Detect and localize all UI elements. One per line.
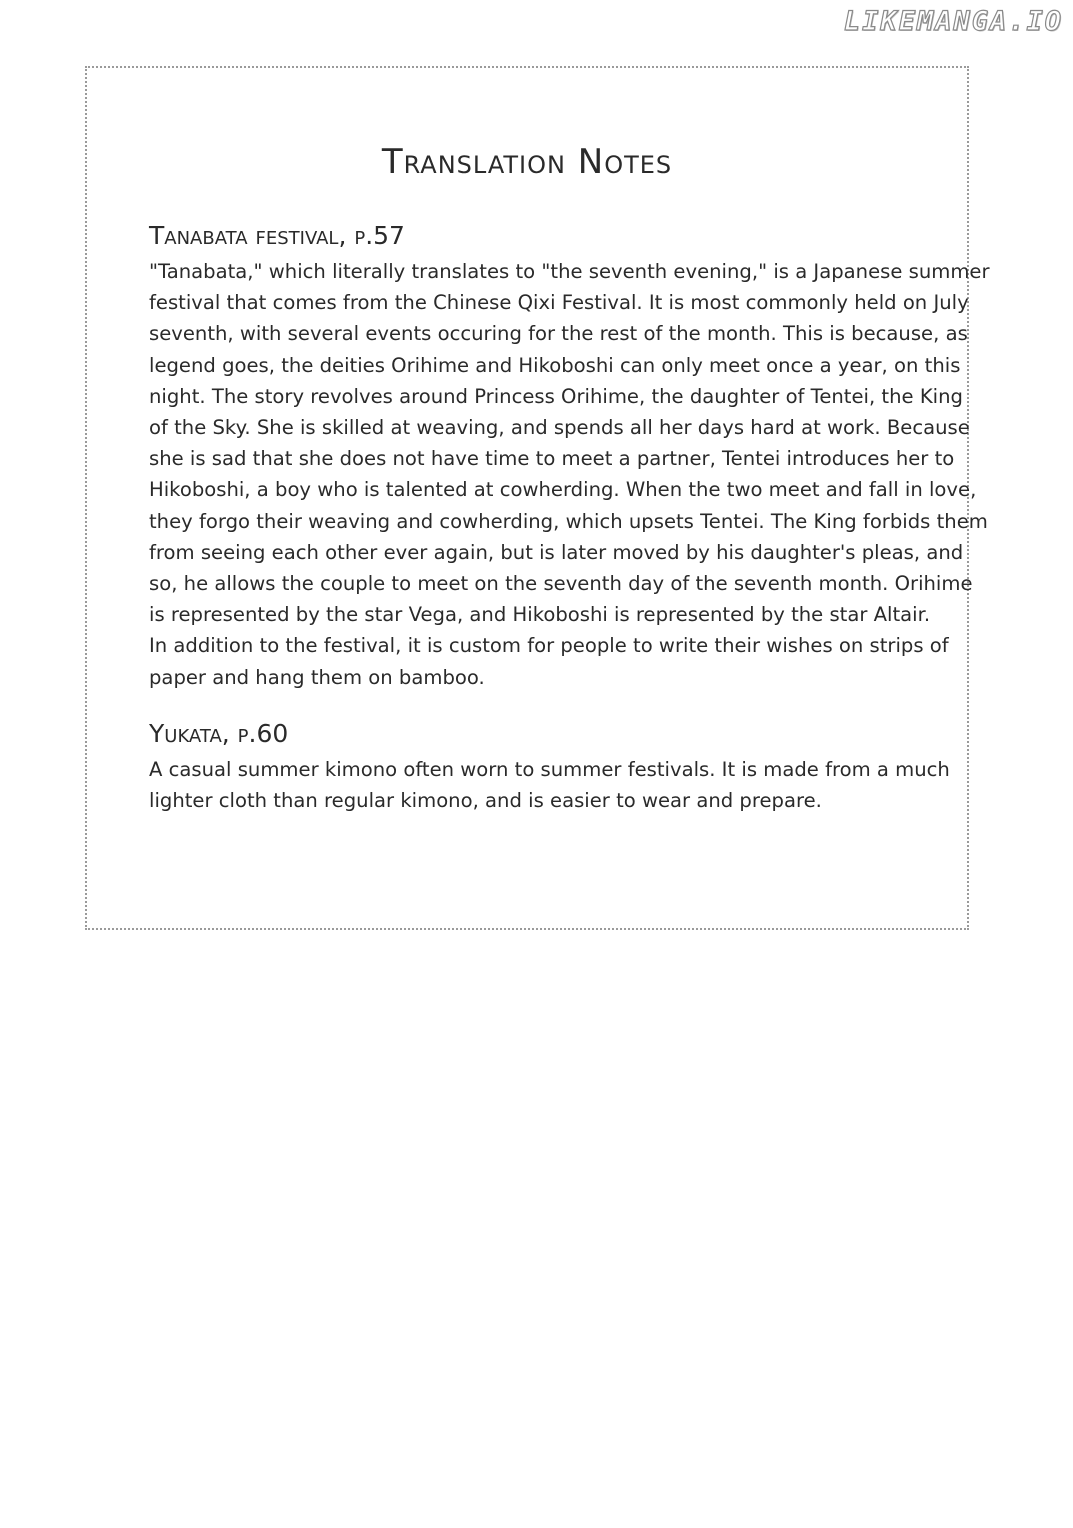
note-line: they forgo their weaving and cowherding, which upsets Tentei. The King forbids them xyxy=(149,509,988,533)
note-line: from seeing each other ever again, but is later moved by his daughter's pleas, and xyxy=(149,540,964,564)
note-line: is represented by the star Vega, and Hikoboshi is represented by the star Altair. xyxy=(149,603,931,627)
note-line: "Tanabata," which literally translates to "the seventh evening," is a Japanese summer xyxy=(149,260,990,283)
note-line: Hikoboshi, a boy who is talented at cowherding. When the two meet and fall in love, xyxy=(149,478,977,502)
page-title: Translation Notes xyxy=(381,142,673,182)
note-line: she is sad that she does not have time to meet a partner, Tentei introduces her to xyxy=(149,447,955,471)
note-tanabata xyxy=(149,220,990,693)
note-line: paper and hang them on bamboo. xyxy=(149,665,485,689)
site-watermark: LIKEMANGA.IO xyxy=(843,6,1063,37)
note-line: festival that comes from the Chinese Qixi Festival. It is most commonly held on July xyxy=(149,291,969,315)
note-line: of the Sky. She is skilled at weaving, and spends all her days hard at work. Because xyxy=(149,416,970,440)
note-line: In addition to the festival, it is custom for people to write their wishes on strips of xyxy=(149,634,949,658)
note-line: seventh, with several events occuring for the rest of the month. This is because, as xyxy=(149,322,968,346)
translation-notes-box xyxy=(85,66,990,930)
note-line: legend goes, the deities Orihime and Hikoboshi can only meet once a year, on this xyxy=(149,353,961,377)
note-line: lighter cloth than regular kimono, and is easier to wear and prepare. xyxy=(149,789,822,813)
note-line: A casual summer kimono often worn to summer festivals. It is made from a much xyxy=(149,758,950,781)
note-heading: Tanabata festival, p.57 xyxy=(149,221,405,250)
note-line: night. The story revolves around Princess Orihime, the daughter of Tentei, the King xyxy=(149,384,963,408)
note-body xyxy=(149,754,949,816)
note-heading: Yukata, p.60 xyxy=(149,719,289,748)
note-yukata xyxy=(149,718,949,816)
note-line: so, he allows the couple to meet on the seventh day of the seventh month. Orihime xyxy=(149,572,973,596)
note-body xyxy=(149,256,990,693)
